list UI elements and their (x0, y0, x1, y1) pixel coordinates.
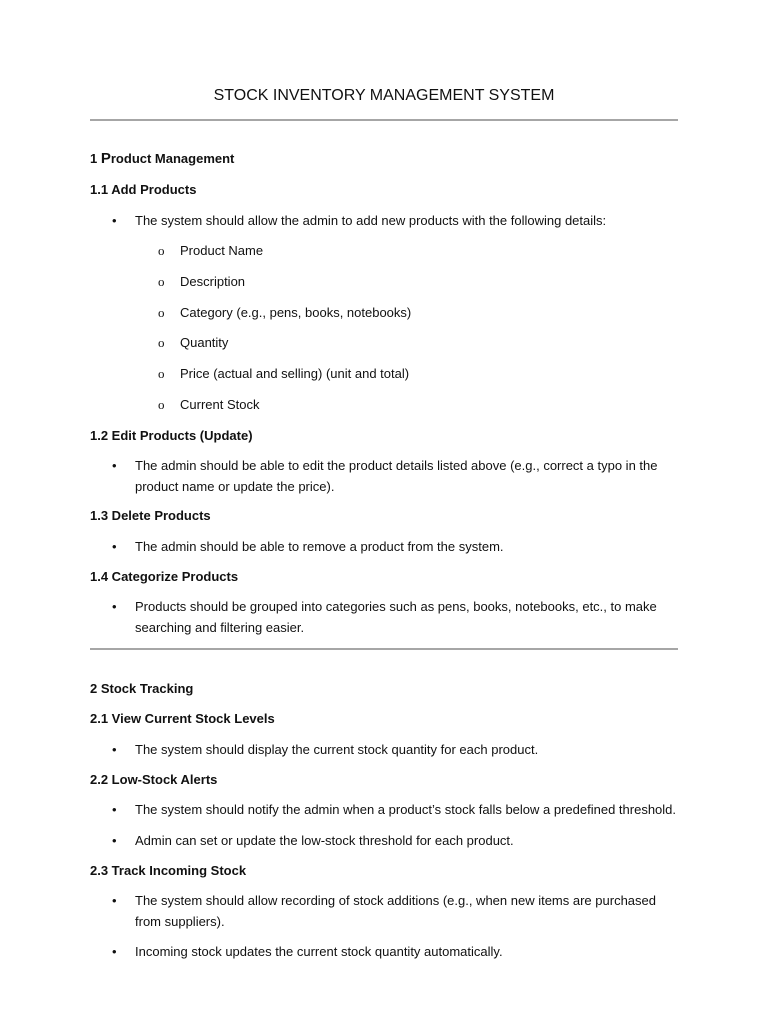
bullet-text: The admin should be able to remove a product from the system. (135, 539, 504, 554)
sub-bullet-marker: o (158, 397, 165, 412)
section-1-title-rest: roduct Management (110, 151, 235, 166)
subsection-1-2-heading: 1.2 Edit Products (Update) (90, 428, 253, 443)
sub-bullet-marker: o (158, 305, 165, 320)
document-title: STOCK INVENTORY MANAGEMENT SYSTEM (213, 87, 555, 104)
sub-bullet-text: Price (actual and selling) (unit and total) (180, 366, 410, 381)
sub-bullet-text: Current Stock (180, 397, 260, 412)
bullet-marker: • (112, 213, 117, 228)
bullet-marker: • (112, 944, 117, 959)
bullet-text: The system should notify the admin when a product’s stock falls below a predefined threshold. (135, 802, 677, 817)
subsection-1-1-heading: 1.1 Add Products (90, 182, 197, 197)
sub-bullet-text: Category (e.g., pens, books, notebooks) (180, 305, 412, 320)
bullet-text: The system should display the current stock quantity for each product. (135, 742, 539, 757)
bullet-marker: • (112, 742, 117, 757)
sub-bullet-marker: o (158, 335, 165, 350)
sub-bullet-text: Quantity (180, 335, 229, 350)
subsection-2-1-heading: 2.1 View Current Stock Levels (90, 711, 275, 726)
section-2-heading: 2 Stock Tracking (90, 681, 194, 696)
sub-bullet-text: Product Name (180, 243, 264, 258)
bullet-marker: • (112, 599, 117, 614)
bullet-text: The system should allow the admin to add new products with the following details: (135, 213, 607, 228)
subsection-1-4-heading: 1.4 Categorize Products (90, 569, 239, 584)
bullet-marker: • (112, 802, 117, 817)
subsection-2-3-heading: 2.3 Track Incoming Stock (90, 863, 247, 878)
section-1-number: 1 (90, 151, 98, 166)
section-1-title-initial: P (100, 150, 111, 167)
sub-bullet-text: Description (180, 274, 246, 289)
sub-bullet-marker: o (158, 243, 165, 258)
divider-top (90, 119, 678, 121)
bullet-text: The admin should be able to edit the product details listed above (e.g., correct a typo in the product name or update the price). (135, 458, 658, 494)
bullet-marker: • (112, 539, 117, 554)
sub-bullet-marker: o (158, 274, 165, 289)
bullet-text: The system should allow recording of stock additions (e.g., when new items are purchased from suppliers). (135, 893, 656, 929)
sub-bullet-marker: o (158, 366, 165, 381)
bullet-marker: • (112, 893, 117, 908)
bullet-text: Admin can set or update the low-stock threshold for each product. (135, 833, 514, 848)
divider-middle (90, 648, 678, 650)
subsection-1-3-heading: 1.3 Delete Products (90, 508, 211, 523)
bullet-text: Products should be grouped into categories such as pens, books, notebooks, etc., to make searching and filtering easier. (135, 599, 657, 635)
bullet-marker: • (112, 833, 117, 848)
subsection-2-2-heading: 2.2 Low-Stock Alerts (90, 772, 218, 787)
bullet-text: Incoming stock updates the current stock quantity automatically. (135, 944, 503, 959)
section-1-heading (90, 150, 234, 168)
bullet-marker: • (112, 458, 117, 473)
